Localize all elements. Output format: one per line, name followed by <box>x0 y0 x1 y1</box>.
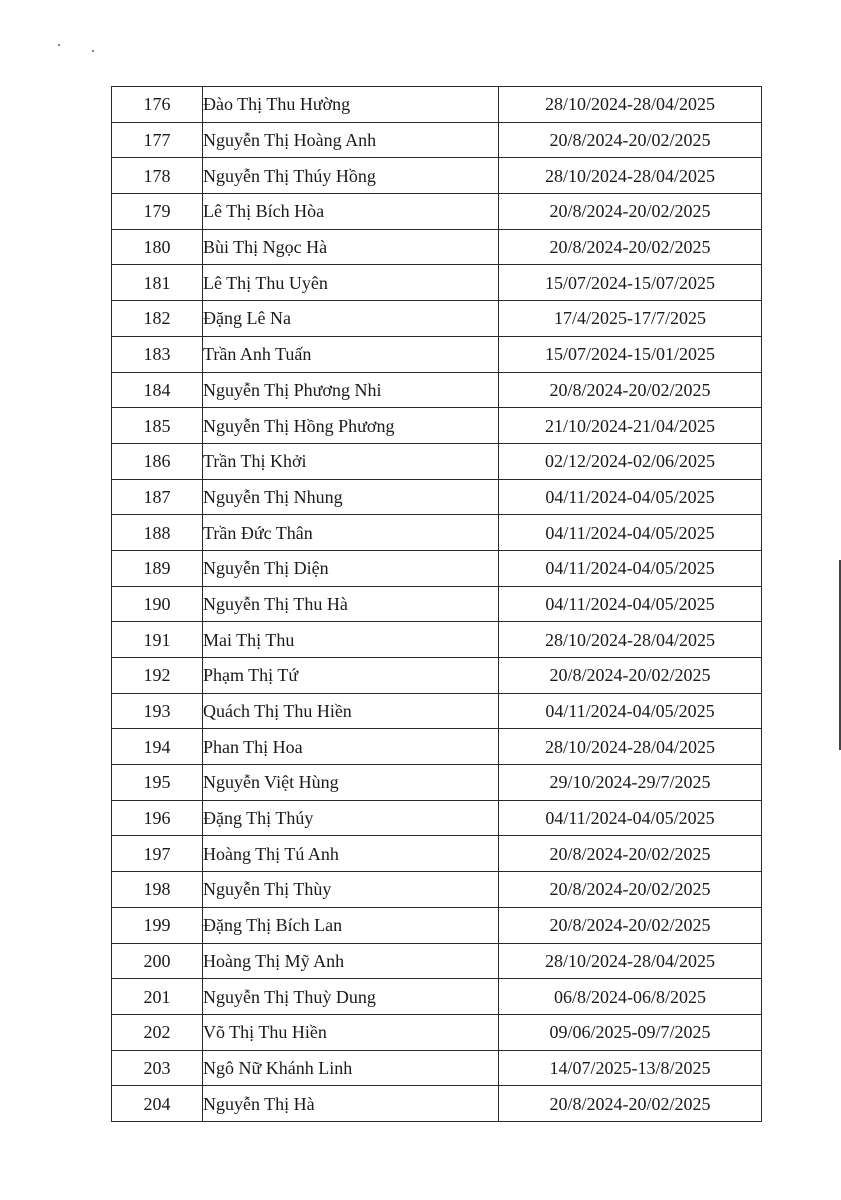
row-number: 204 <box>112 1086 203 1122</box>
person-name: Phạm Thị Tứ <box>203 658 499 694</box>
person-name: Nguyễn Thị Thúy Hồng <box>203 158 499 194</box>
person-name: Nguyễn Thị Hà <box>203 1086 499 1122</box>
date-range: 15/07/2024-15/01/2025 <box>499 336 762 372</box>
person-name: Đặng Lê Na <box>203 301 499 337</box>
row-number: 182 <box>112 301 203 337</box>
person-name: Nguyễn Thị Thuỳ Dung <box>203 979 499 1015</box>
person-name: Trần Thị Khởi <box>203 443 499 479</box>
table-row <box>112 301 762 337</box>
row-number: 200 <box>112 943 203 979</box>
date-range: 14/07/2025-13/8/2025 <box>499 1050 762 1086</box>
table-row <box>112 1086 762 1122</box>
row-number: 177 <box>112 122 203 158</box>
row-number: 187 <box>112 479 203 515</box>
date-range: 20/8/2024-20/02/2025 <box>499 229 762 265</box>
person-name: Đặng Thị Bích Lan <box>203 907 499 943</box>
table-row <box>112 586 762 622</box>
table-row <box>112 907 762 943</box>
table-row <box>112 800 762 836</box>
row-number: 193 <box>112 693 203 729</box>
date-range: 09/06/2025-09/7/2025 <box>499 1014 762 1050</box>
row-number: 186 <box>112 443 203 479</box>
row-number: 176 <box>112 87 203 123</box>
date-range: 28/10/2024-28/04/2025 <box>499 943 762 979</box>
table-row <box>112 229 762 265</box>
date-range: 20/8/2024-20/02/2025 <box>499 194 762 230</box>
row-number: 185 <box>112 408 203 444</box>
person-name: Lê Thị Bích Hòa <box>203 194 499 230</box>
person-name: Trần Đức Thân <box>203 515 499 551</box>
table-row <box>112 194 762 230</box>
date-range: 20/8/2024-20/02/2025 <box>499 1086 762 1122</box>
row-number: 203 <box>112 1050 203 1086</box>
date-range: 28/10/2024-28/04/2025 <box>499 729 762 765</box>
date-range: 02/12/2024-02/06/2025 <box>499 443 762 479</box>
person-name: Mai Thị Thu <box>203 622 499 658</box>
person-name: Ngô Nữ Khánh Linh <box>203 1050 499 1086</box>
table-row <box>112 872 762 908</box>
person-name: Đào Thị Thu Hường <box>203 87 499 123</box>
table-row <box>112 1050 762 1086</box>
row-number: 188 <box>112 515 203 551</box>
person-name: Đặng Thị Thúy <box>203 800 499 836</box>
person-name: Phan Thị Hoa <box>203 729 499 765</box>
table-row <box>112 943 762 979</box>
row-number: 181 <box>112 265 203 301</box>
date-range: 20/8/2024-20/02/2025 <box>499 836 762 872</box>
person-name: Nguyễn Thị Phương Nhi <box>203 372 499 408</box>
row-number: 194 <box>112 729 203 765</box>
row-number: 192 <box>112 658 203 694</box>
date-range: 04/11/2024-04/05/2025 <box>499 693 762 729</box>
person-name: Nguyễn Thị Diện <box>203 550 499 586</box>
row-number: 183 <box>112 336 203 372</box>
table-row <box>112 729 762 765</box>
date-range: 29/10/2024-29/7/2025 <box>499 765 762 801</box>
table-row <box>112 765 762 801</box>
person-name: Hoàng Thị Tú Anh <box>203 836 499 872</box>
date-range: 20/8/2024-20/02/2025 <box>499 872 762 908</box>
row-number: 191 <box>112 622 203 658</box>
row-number: 180 <box>112 229 203 265</box>
date-range: 28/10/2024-28/04/2025 <box>499 158 762 194</box>
row-number: 184 <box>112 372 203 408</box>
row-number: 197 <box>112 836 203 872</box>
table-row <box>112 479 762 515</box>
row-number: 190 <box>112 586 203 622</box>
staff-roster-table <box>111 86 762 1122</box>
row-number: 201 <box>112 979 203 1015</box>
person-name: Nguyễn Thị Thu Hà <box>203 586 499 622</box>
person-name: Quách Thị Thu Hiền <box>203 693 499 729</box>
row-number: 199 <box>112 907 203 943</box>
table-row <box>112 158 762 194</box>
row-number: 189 <box>112 550 203 586</box>
person-name: Nguyễn Thị Hoàng Anh <box>203 122 499 158</box>
date-range: 28/10/2024-28/04/2025 <box>499 87 762 123</box>
table-row <box>112 87 762 123</box>
person-name: Lê Thị Thu Uyên <box>203 265 499 301</box>
person-name: Võ Thị Thu Hiền <box>203 1014 499 1050</box>
table-row <box>112 979 762 1015</box>
date-range: 20/8/2024-20/02/2025 <box>499 372 762 408</box>
date-range: 04/11/2024-04/05/2025 <box>499 515 762 551</box>
row-number: 179 <box>112 194 203 230</box>
date-range: 15/07/2024-15/07/2025 <box>499 265 762 301</box>
date-range: 20/8/2024-20/02/2025 <box>499 658 762 694</box>
date-range: 04/11/2024-04/05/2025 <box>499 479 762 515</box>
table-row <box>112 265 762 301</box>
person-name: Nguyễn Thị Nhung <box>203 479 499 515</box>
scan-speck <box>92 50 94 52</box>
date-range: 21/10/2024-21/04/2025 <box>499 408 762 444</box>
table-row <box>112 515 762 551</box>
table-row <box>112 658 762 694</box>
person-name: Nguyễn Thị Thùy <box>203 872 499 908</box>
person-name: Bùi Thị Ngọc Hà <box>203 229 499 265</box>
table-row <box>112 550 762 586</box>
roster-table-body <box>112 87 762 1122</box>
table-row <box>112 408 762 444</box>
table-row <box>112 1014 762 1050</box>
person-name: Nguyễn Thị Hồng Phương <box>203 408 499 444</box>
date-range: 28/10/2024-28/04/2025 <box>499 622 762 658</box>
row-number: 195 <box>112 765 203 801</box>
row-number: 178 <box>112 158 203 194</box>
person-name: Hoàng Thị Mỹ Anh <box>203 943 499 979</box>
date-range: 20/8/2024-20/02/2025 <box>499 122 762 158</box>
table-row <box>112 622 762 658</box>
scan-speck <box>58 44 60 46</box>
table-row <box>112 122 762 158</box>
date-range: 06/8/2024-06/8/2025 <box>499 979 762 1015</box>
row-number: 202 <box>112 1014 203 1050</box>
row-number: 196 <box>112 800 203 836</box>
date-range: 17/4/2025-17/7/2025 <box>499 301 762 337</box>
date-range: 04/11/2024-04/05/2025 <box>499 586 762 622</box>
date-range: 20/8/2024-20/02/2025 <box>499 907 762 943</box>
table-row <box>112 372 762 408</box>
table-row <box>112 836 762 872</box>
person-name: Trần Anh Tuấn <box>203 336 499 372</box>
table-row <box>112 693 762 729</box>
date-range: 04/11/2024-04/05/2025 <box>499 550 762 586</box>
table-row <box>112 443 762 479</box>
person-name: Nguyễn Việt Hùng <box>203 765 499 801</box>
table-row <box>112 336 762 372</box>
date-range: 04/11/2024-04/05/2025 <box>499 800 762 836</box>
row-number: 198 <box>112 872 203 908</box>
